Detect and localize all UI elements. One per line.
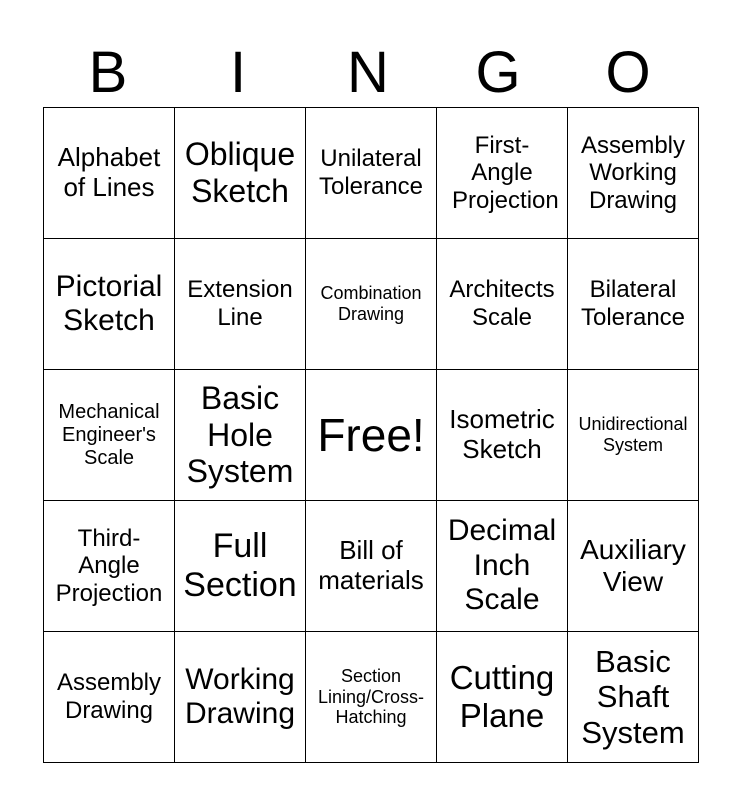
cell-label: Combination Drawing	[320, 283, 422, 324]
bingo-cell[interactable]	[437, 632, 568, 763]
board-row-5	[44, 632, 699, 763]
cell-label: Architects Scale	[449, 276, 555, 331]
cell-label: Basic Hole System	[186, 379, 294, 490]
bingo-cell[interactable]	[44, 632, 175, 763]
cell-label: Basic Shaft System	[581, 643, 685, 750]
bingo-cell[interactable]	[306, 239, 437, 370]
cell-label: Alphabet of Lines	[57, 142, 161, 202]
bingo-cell[interactable]	[44, 370, 175, 501]
cell-label: Working Drawing	[184, 662, 296, 730]
bingo-cell[interactable]	[175, 501, 306, 632]
board-row-4	[44, 501, 699, 632]
bingo-cell[interactable]	[44, 108, 175, 239]
bingo-cell[interactable]	[437, 501, 568, 632]
header-letter-o: O	[605, 40, 651, 105]
cell-label: Cutting Plane	[449, 659, 555, 734]
header-letter-n: N	[347, 40, 389, 105]
board-row-2	[44, 239, 699, 370]
board-row-3	[44, 370, 699, 501]
bingo-cell[interactable]	[175, 632, 306, 763]
cell-label: Third-Angle Projection	[55, 524, 163, 607]
free-space-label: Free!	[317, 408, 425, 461]
bingo-cell[interactable]	[568, 370, 699, 501]
cell-label: Isometric Sketch	[449, 404, 555, 464]
bingo-cell[interactable]	[568, 239, 699, 370]
board-row-1	[44, 108, 699, 239]
bingo-cell[interactable]	[437, 239, 568, 370]
cell-label: Extension Line	[187, 276, 293, 331]
header-letter-b: B	[88, 40, 128, 105]
cell-label: Section Lining/Cross-Hatching	[317, 665, 425, 728]
cell-label: Unidirectional System	[578, 414, 688, 455]
cell-label: First-Angle Projection	[452, 131, 559, 214]
bingo-cell[interactable]	[568, 501, 699, 632]
cell-label: Assembly Drawing	[56, 669, 162, 724]
bingo-cell[interactable]	[437, 370, 568, 501]
bingo-cell free-space[interactable]	[306, 370, 437, 501]
header-letter-i: I	[229, 40, 247, 105]
cell-label: Decimal Inch Scale	[447, 514, 557, 617]
bingo-cell[interactable]	[437, 108, 568, 239]
cell-label: Full Section	[183, 526, 297, 604]
bingo-cell[interactable]	[44, 501, 175, 632]
bingo-cell[interactable]	[568, 632, 699, 763]
cell-label: Oblique Sketch	[184, 136, 296, 209]
cell-label: Unilateral Tolerance	[318, 145, 424, 200]
bingo-cell[interactable]	[175, 370, 306, 501]
cell-label: Assembly Working Drawing	[580, 131, 686, 214]
cell-label: Mechanical Engineer's Scale	[58, 400, 160, 469]
bingo-cell[interactable]	[306, 108, 437, 239]
bingo-header	[43, 40, 693, 106]
bingo-board	[43, 107, 699, 763]
bingo-cell[interactable]	[175, 239, 306, 370]
bingo-cell[interactable]	[306, 632, 437, 763]
cell-label: Bilateral Tolerance	[580, 276, 686, 331]
bingo-cell[interactable]	[44, 239, 175, 370]
cell-label: Bill of materials	[318, 535, 424, 595]
bingo-cell[interactable]	[568, 108, 699, 239]
bingo-cell[interactable]	[175, 108, 306, 239]
bingo-cell[interactable]	[306, 501, 437, 632]
header-letter-g: G	[475, 40, 521, 105]
cell-label: Pictorial Sketch	[55, 269, 163, 337]
cell-label: Auxiliary View	[580, 533, 686, 597]
